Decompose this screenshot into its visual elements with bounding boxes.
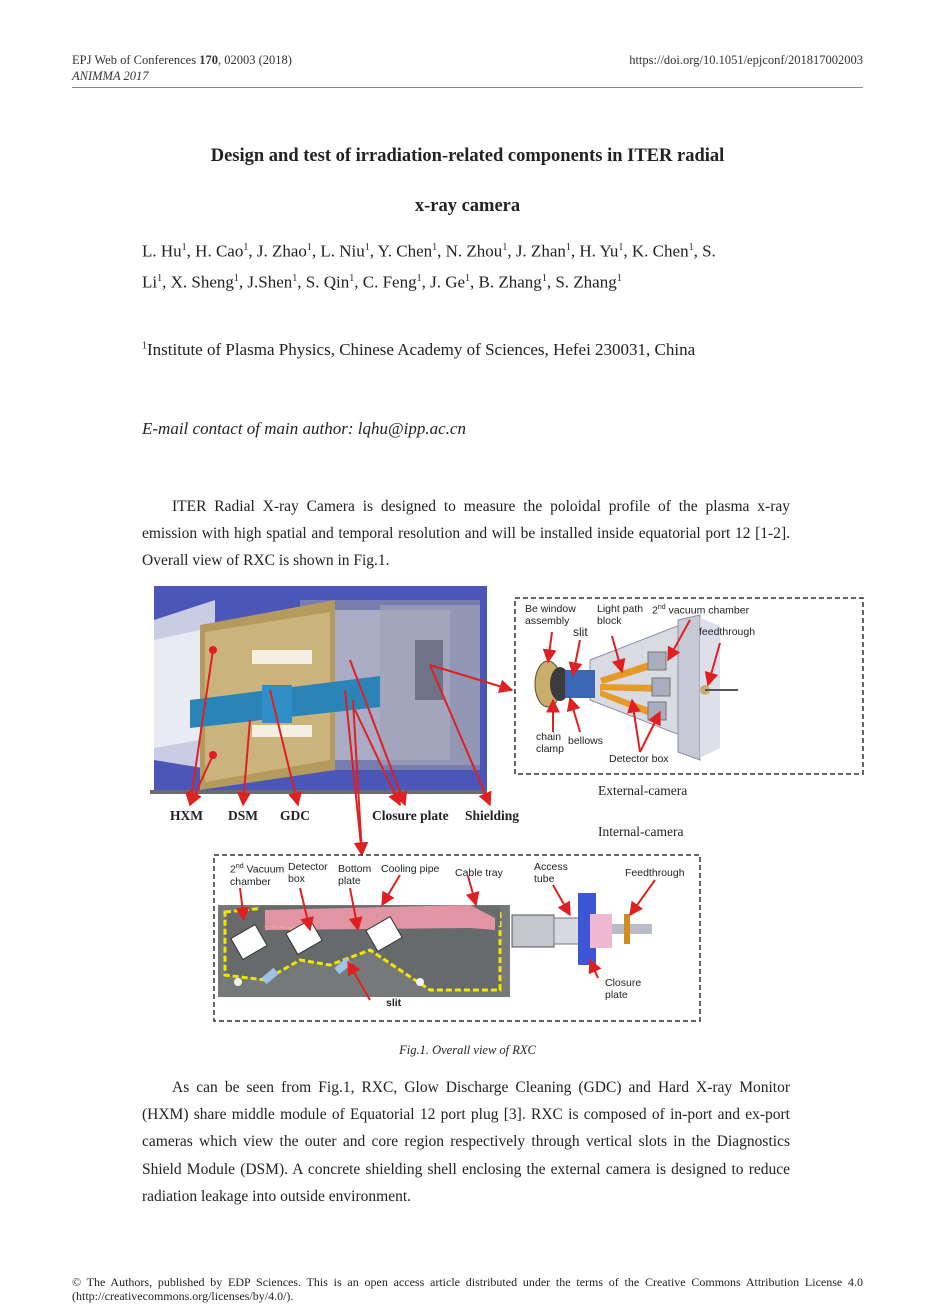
label-cooling-pipe: Cooling pipe bbox=[381, 863, 440, 875]
label-hxm: HXM bbox=[170, 808, 203, 823]
label-be-window-assembly: Be window assembly bbox=[525, 603, 576, 627]
author-name: B. Zhang bbox=[478, 272, 542, 292]
label-bottom-plate: Bottom plate bbox=[338, 863, 372, 887]
label-cable-tray: Cable tray bbox=[455, 867, 503, 879]
author-separator: , bbox=[570, 241, 580, 261]
author-separator: , bbox=[186, 241, 196, 261]
journal-citation: EPJ Web of Conferences 170, 02003 (2018) bbox=[72, 53, 292, 67]
label-int-closure-plate: Closure plate bbox=[605, 977, 642, 1001]
author-name: L. Hu bbox=[142, 241, 182, 261]
author-separator: , bbox=[623, 241, 632, 261]
author-separator: , bbox=[470, 272, 479, 292]
label-ext-detector-box: Detector box bbox=[609, 753, 669, 765]
intro-paragraph: ITER Radial X-ray Camera is designed to measure the poloidal profile of the plasma x-ray emission with high spatial and temporal resolution and will be installed inside equatorial port 12 [1-2]. Overall view of RXC is shown in Fig.1. bbox=[142, 498, 790, 570]
author-line-2 bbox=[142, 265, 792, 296]
label-ext-feedthrough: feedthrough bbox=[699, 626, 756, 638]
author-name: X. Sheng bbox=[170, 272, 234, 292]
label-ext-slit: slit bbox=[573, 625, 588, 639]
author-line-1 bbox=[142, 234, 792, 265]
author-separator: , bbox=[354, 272, 363, 292]
author-name: S. Zhang bbox=[555, 272, 617, 292]
author-separator: , bbox=[248, 241, 257, 261]
author-name: Y. Chen bbox=[377, 241, 433, 261]
author-affiliation-mark: 1 bbox=[243, 242, 249, 253]
paper-title-line-2: x-ray camera bbox=[414, 196, 521, 216]
author-affiliation-mark: 1 bbox=[364, 242, 370, 253]
author-separator: , bbox=[238, 272, 248, 292]
label-int-slit: slit bbox=[386, 997, 402, 1009]
affiliation: $^1$Institute of Plasma Physics, Chinese Academy of Sciences, Hefei 230031, China bbox=[142, 340, 696, 359]
paper-title-line-1: Design and test of irradiation-related components in ITER radial bbox=[210, 146, 725, 166]
figure-caption: Fig.1. Overall view of RXC bbox=[399, 1043, 536, 1057]
author-name: H. Cao bbox=[195, 241, 244, 261]
author-separator: , bbox=[437, 241, 446, 261]
author-separator: , bbox=[507, 241, 516, 261]
author-affiliation-mark: 1 bbox=[416, 272, 422, 284]
author-name: J. Ge bbox=[430, 272, 466, 292]
author-separator: , bbox=[546, 272, 556, 292]
author-separator: , bbox=[311, 241, 321, 261]
author-affiliation-mark: 1 bbox=[618, 242, 624, 253]
label-int-feedthrough: Feedthrough bbox=[625, 867, 685, 879]
author-name: N. Zhou bbox=[445, 241, 503, 261]
external-camera-caption: External-camera bbox=[598, 783, 688, 798]
author-affiliation-mark: 1 bbox=[157, 272, 163, 284]
author-affiliation-mark: 1 bbox=[616, 272, 622, 284]
author-name: K. Chen bbox=[631, 241, 689, 261]
header-rule bbox=[72, 87, 863, 88]
author-name: S. Qin bbox=[305, 272, 350, 292]
conference-name: ANIMMA 2017 bbox=[72, 69, 149, 83]
author-affiliation-mark: 1 bbox=[465, 272, 471, 284]
label-closure-plate: Closure plate bbox=[372, 808, 449, 823]
internal-camera-drawing bbox=[218, 893, 652, 997]
author-name: J. Zhao bbox=[256, 241, 307, 261]
label-2nd-vacuum-chamber: 2nd vacuum chamber bbox=[652, 604, 750, 617]
label-access-tube: Access tube bbox=[534, 861, 568, 885]
doi-link[interactable]: https://doi.org/10.1051/epjconf/201817002003 bbox=[629, 53, 863, 67]
label-bellows: bellows bbox=[568, 735, 604, 747]
author-affiliation-mark: 1 bbox=[306, 242, 312, 253]
author-name: J.Shen bbox=[247, 272, 293, 292]
author-affiliation-mark: 1 bbox=[432, 242, 438, 253]
author-separator: , bbox=[369, 241, 378, 261]
label-int-detector-box: Detector box bbox=[288, 861, 328, 885]
label-light-path-block: Light path block bbox=[597, 603, 644, 627]
internal-camera-caption: Internal-camera bbox=[598, 824, 684, 839]
author-name: C. Feng bbox=[362, 272, 417, 292]
label-chain-clamp: chain clamp bbox=[536, 731, 565, 755]
label-shielding: Shielding bbox=[465, 808, 520, 823]
label-dsm: DSM bbox=[228, 808, 258, 823]
author-list bbox=[142, 234, 792, 295]
author-affiliation-mark: 1 bbox=[349, 272, 355, 284]
author-separator: , bbox=[297, 272, 306, 292]
body-paragraph: As can be seen from Fig.1, RXC, Glow Discharge Cleaning (GDC) and Hard X-ray Monitor (HXM) share middle module of Equatorial 12 port plug [3]. RXC is composed of in-port and ex-port cameras which view the outer and core region respectively through vertical slots in the Diagnostics Shield Module (DSM). A concrete shielding shell enclosing the external camera is designed to reduce radiation leakage into outside environment. bbox=[142, 1079, 790, 1205]
port-plug-render bbox=[150, 586, 487, 794]
author-affiliation-mark: 1 bbox=[502, 242, 508, 253]
author-name: J. Zhan bbox=[515, 241, 566, 261]
label-int-2nd-vacuum-chamber: 2nd Vacuum chamber bbox=[230, 863, 285, 888]
author-name: L. Niu bbox=[320, 241, 365, 261]
author-name: Li bbox=[142, 272, 158, 292]
author-separator: , bbox=[162, 272, 171, 292]
author-affiliation-mark: 1 bbox=[233, 272, 239, 284]
author-affiliation-mark: 1 bbox=[541, 272, 547, 284]
label-gdc: GDC bbox=[280, 808, 310, 823]
author-separator: , S. bbox=[693, 241, 716, 261]
figure-1 bbox=[0, 580, 930, 1050]
author-name: H. Yu bbox=[579, 241, 619, 261]
author-affiliation-mark: 1 bbox=[688, 242, 694, 253]
license-footer: © The Authors, published by EDP Sciences. This is an open access article distributed under the terms of the Creative Commons Attribution License 4.0 (http://creativecommons.org/licenses/by/4.0/). bbox=[72, 1275, 863, 1303]
author-affiliation-mark: 1 bbox=[565, 242, 571, 253]
author-separator: , bbox=[421, 272, 431, 292]
author-affiliation-mark: 1 bbox=[181, 242, 187, 253]
author-affiliation-mark: 1 bbox=[292, 272, 298, 284]
contact-email: E-mail contact of main author: lqhu@ipp.ac.cn bbox=[142, 419, 466, 438]
